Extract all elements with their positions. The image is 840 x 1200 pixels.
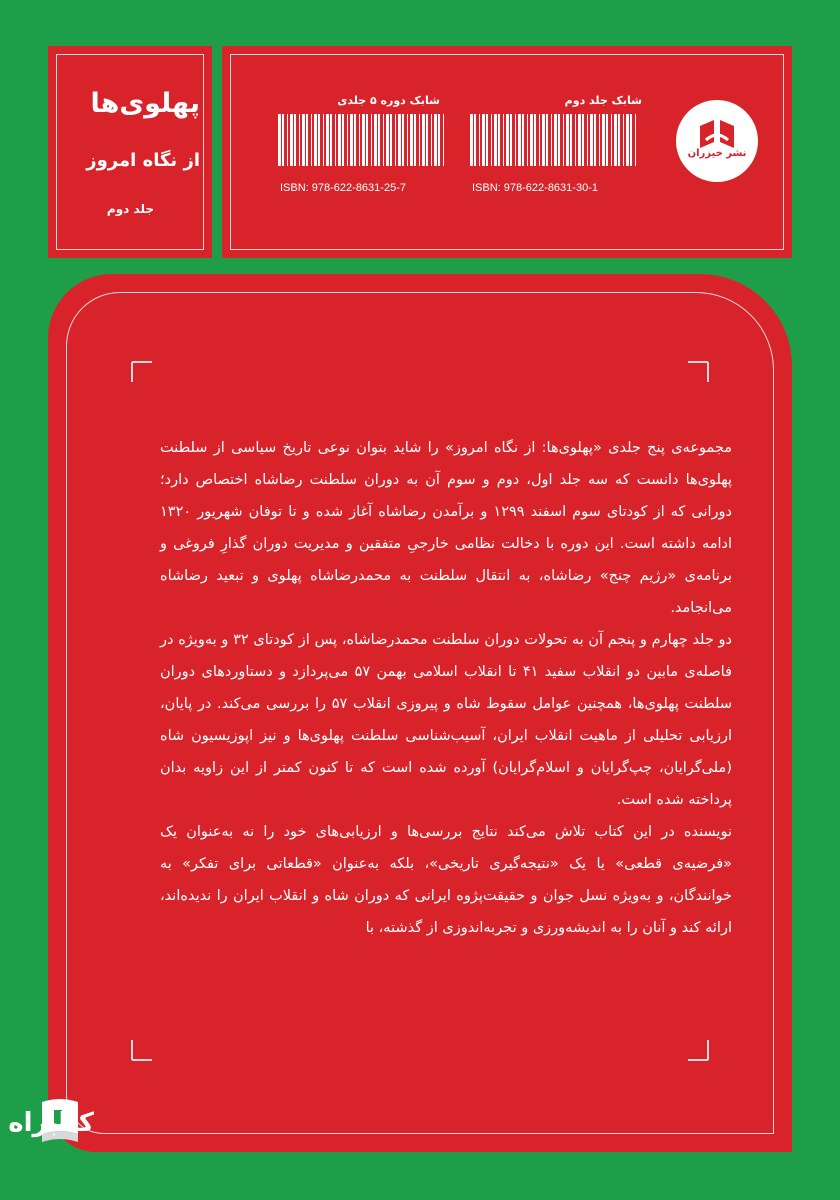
back-cover-panel	[48, 274, 792, 1152]
publisher-logo-icon	[676, 100, 758, 182]
paragraph-3: نویسنده در این کتاب تلاش می‌کند نتایج بررسی‌ها و ارزیابی‌های خود را نه به‌عنوان یک «فرضیه‌ی قطعی» یا یک «نتیجه‌گیری تاریخی»، بلکه به‌عنوان «قطعاتی برای تفکر» به خوانندگان، و به‌ویژه نسل جوان و حقیقت‌پژوه ایرانی که دوران شاه و انقلاب ایران را ندیده‌اند، ارائه کند و آنان را به اندیشه‌ورزی و تجربه‌اندوزی از گذشته، با	[160, 824, 732, 936]
corner-ornament-icon	[130, 360, 154, 384]
corner-ornament-icon	[130, 1038, 154, 1062]
volume-isbn-number: ISBN: 978-622-8631-30-1	[472, 182, 598, 194]
volume-label: جلد دوم	[106, 202, 154, 216]
paragraph-1: مجموعه‌ی پنج جلدی «پهلوی‌ها: از نگاه امروز» را شاید بتوان نوعی تاریخ سیاسی از سلطنت پهلوی‌ها دانست که سه جلد اول، دوم و سوم آن به دوران سلطنت رضاشاه اختصاص دارد؛ دورانی که از کودتای سوم اسفند ۱۲۹۹ و برآمدن رضاشاه آغاز شده و تا توفان شهریور ۱۳۲۰ ادامه داشته است. این دوره با دخالت نظامی خارجیِ متفقین و مدیریت دوران گذارِ فروغی و برنامه‌ی «رژیم چنج» رضاشاه، به انتقال سلطنت به محمدرضاشاه پهلوی و تبعید رضاشاه می‌انجامد.	[160, 440, 732, 616]
ketabrah-brand: کتابراه	[8, 1108, 94, 1138]
book-title: پهلوی‌ها	[90, 88, 200, 119]
set-barcode-icon	[278, 114, 448, 166]
volume-isbn-label: شابک جلد دوم	[564, 94, 642, 107]
book-subtitle: از نگاه امروز	[86, 150, 200, 171]
set-isbn-number: ISBN: 978-622-8631-25-7	[280, 182, 406, 194]
corner-ornament-icon	[686, 360, 710, 384]
back-cover-text	[160, 432, 732, 944]
volume-barcode-icon	[470, 114, 640, 166]
set-isbn-label: شابک دوره ۵ جلدی	[337, 94, 440, 107]
paragraph-2: دو جلد چهارم و پنجم آن به تحولات دوران سلطنت محمدرضاشاه، پس از کودتای ۳۲ و به‌ویژه در فاصله‌ی مابین دو انقلاب سفید ۴۱ تا انقلاب اسلامی بهمن ۵۷ می‌پردازد و دستاوردهای دوران سلطنت پهلوی‌ها، همچنین عوامل سقوط شاه و پیروزی انقلاب ۵۷ را بررسی می‌کند. در پایان، ارزیابی تحلیلی از ماهیت انقلاب ایران، آسیب‌شناسی سلطنت پهلوی‌ها و نیز اپوزیسیون شاه (ملی‌گرایان، چپ‌گرایان و اسلام‌گرایان) آورده شده است که تا کنون کمتر از این زاویه بدان پرداخته شده است.	[160, 632, 733, 808]
publisher-logo-text: نشر خیزران	[687, 148, 747, 159]
corner-ornament-icon	[686, 1038, 710, 1062]
